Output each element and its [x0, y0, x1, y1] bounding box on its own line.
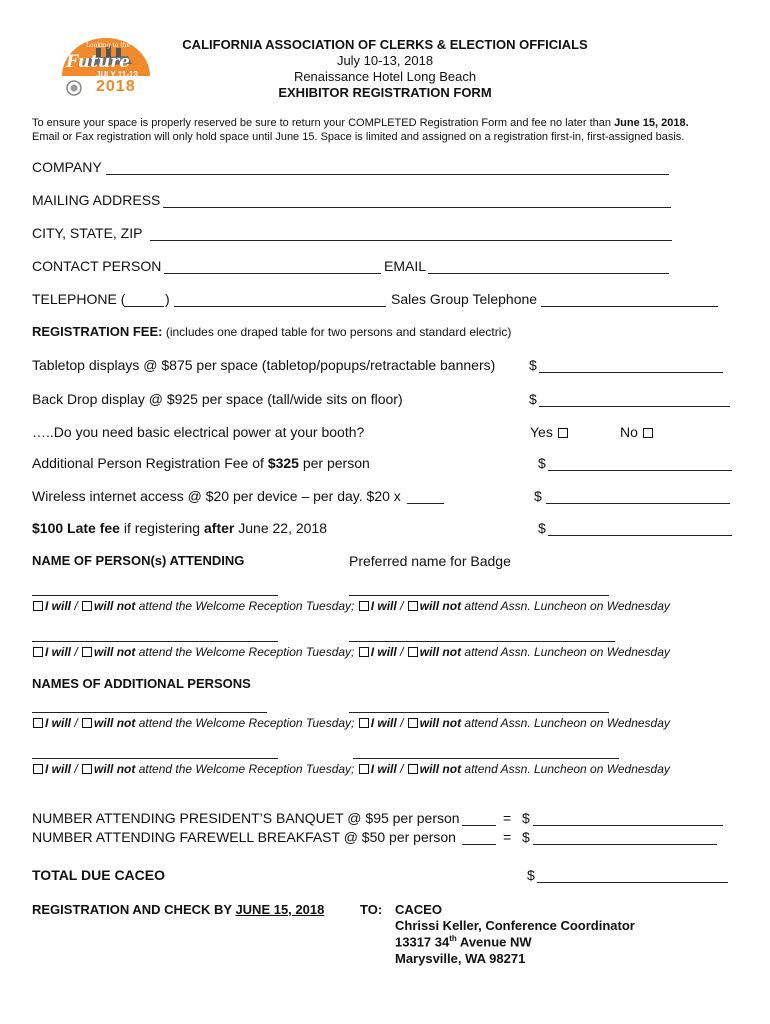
total-input[interactable]: [539, 867, 726, 881]
banquet-total-line: [533, 825, 723, 826]
backdrop-dollar: $: [529, 391, 537, 407]
additional-fee-label: [32, 455, 370, 471]
tabletop-input[interactable]: [541, 357, 721, 371]
additional-fee-amount: $325: [267, 455, 299, 471]
welcome-reception-text: attend the Welcome Reception Tuesday;: [135, 645, 358, 659]
i-will-text: I will: [370, 716, 397, 730]
intro-line-2: Email or Fax registration will only hold space until June 15. Space is limited and assigned on a registration first-in, first-assigned basis.: [32, 131, 685, 143]
late-fee-mid: if registering: [119, 520, 204, 536]
city-input[interactable]: [152, 225, 669, 239]
attend-checkbox[interactable]: [33, 647, 43, 657]
breakfast-total-line: [533, 844, 717, 845]
intro-deadline: June 15, 2018.: [614, 117, 689, 129]
form-title: EXHIBITOR REGISTRATION FORM: [278, 85, 492, 100]
badge-name-input[interactable]: [355, 743, 617, 757]
attendee-name-input[interactable]: [34, 697, 265, 711]
additional-fee-dollar: $: [538, 455, 546, 471]
rsvp-row: [32, 716, 670, 730]
sales-phone-line: [541, 306, 718, 307]
welcome-reception-text: attend the Welcome Reception Tuesday;: [135, 716, 358, 730]
slash: /: [396, 762, 407, 776]
wireless-label: Wireless internet access @ $20 per device – per day. $20 x: [32, 488, 401, 504]
yes-checkbox[interactable]: [558, 428, 568, 438]
i-will-text: I will: [370, 645, 397, 659]
rsvp-row: [32, 645, 670, 659]
mailing-label: MAILING ADDRESS: [32, 192, 161, 208]
breakfast-dollar: $: [522, 829, 530, 845]
late-fee-label: [32, 520, 327, 536]
remit-deadline: JUNE 15, 2018: [235, 902, 325, 917]
will-not-text: will not: [419, 645, 462, 659]
tabletop-line: [539, 372, 723, 373]
attendee-name-line: [32, 712, 267, 713]
wireless-dollar: $: [534, 488, 542, 504]
luncheon-text: attend Assn. Luncheon on Wednesday: [461, 762, 670, 776]
street-number: 13317 34: [395, 934, 450, 950]
attend-checkbox[interactable]: [33, 718, 43, 728]
remit-to: TO:: [360, 902, 383, 917]
decline-checkbox[interactable]: [408, 764, 418, 774]
decline-checkbox[interactable]: [408, 601, 418, 611]
welcome-reception-text: attend the Welcome Reception Tuesday;: [135, 762, 358, 776]
attend-checkbox[interactable]: [359, 601, 369, 611]
late-fee-line: [548, 535, 732, 536]
org-name: CALIFORNIA ASSOCIATION OF CLERKS & ELECTION OFFICIALS: [182, 37, 588, 52]
power-yes[interactable]: [530, 424, 570, 440]
tabletop-dollar: $: [529, 357, 537, 373]
decline-checkbox[interactable]: [408, 718, 418, 728]
will-not-text: will not: [94, 762, 136, 776]
slash: /: [396, 645, 407, 659]
banquet-qty-input[interactable]: [463, 810, 495, 824]
slash: /: [71, 599, 82, 613]
will-not-text: will not: [94, 716, 136, 730]
decline-checkbox[interactable]: [82, 601, 92, 611]
telephone-close: ): [165, 291, 170, 307]
attend-checkbox[interactable]: [359, 718, 369, 728]
mailing-line: [163, 207, 671, 208]
i-will-text: I will: [45, 599, 72, 613]
badge-name-line: [349, 641, 615, 642]
attend-checkbox[interactable]: [359, 764, 369, 774]
attend-checkbox[interactable]: [33, 764, 43, 774]
company-input[interactable]: [108, 159, 666, 173]
fee-heading: [32, 324, 511, 339]
banquet-qty-line: [462, 825, 496, 826]
conference-venue: Renaissance Hotel Long Beach: [293, 69, 477, 84]
contact-label: CONTACT PERSON: [32, 258, 162, 274]
remit-street: [395, 934, 532, 949]
attendee-name-line: [32, 595, 278, 596]
attendee-name-line: [32, 641, 278, 642]
total-label: TOTAL DUE CACEO: [32, 867, 166, 883]
email-input[interactable]: [430, 258, 666, 272]
telephone-input[interactable]: [176, 291, 383, 305]
email-line: [428, 273, 669, 274]
decline-checkbox[interactable]: [82, 718, 92, 728]
company-line: [106, 174, 669, 175]
badge-name-input[interactable]: [351, 626, 613, 640]
wireless-input[interactable]: [548, 488, 728, 502]
no-checkbox[interactable]: [643, 428, 653, 438]
will-not-text: will not: [419, 716, 462, 730]
fee-heading-label: REGISTRATION FEE:: [32, 324, 163, 339]
rsvp-row: [32, 599, 670, 613]
contact-input[interactable]: [166, 258, 378, 272]
i-will-text: I will: [45, 716, 72, 730]
sales-phone-input[interactable]: [543, 291, 715, 305]
tabletop-label: Tabletop displays @ $875 per space (tabletop/popups/retractable banners): [32, 357, 496, 373]
late-fee-input[interactable]: [550, 520, 730, 534]
slash: /: [396, 716, 407, 730]
power-question: …..Do you need basic electrical power at your booth?: [32, 424, 365, 440]
decline-checkbox[interactable]: [82, 764, 92, 774]
logo-small-text: Looking to the: [86, 42, 131, 49]
slash: /: [71, 762, 82, 776]
attend-checkbox[interactable]: [359, 647, 369, 657]
banquet-total-input[interactable]: [535, 810, 721, 824]
attendee-name-input[interactable]: [34, 743, 276, 757]
conference-dates: July 10-13, 2018: [336, 53, 434, 68]
area-code-line: [125, 306, 164, 307]
breakfast-eq: =: [503, 829, 512, 845]
wireless-qty-line: [407, 503, 444, 504]
backdrop-input[interactable]: [541, 391, 728, 405]
attendee-name-line: [32, 758, 278, 759]
attend-checkbox[interactable]: [33, 601, 43, 611]
intro-line-1: [32, 117, 689, 129]
breakfast-total-input[interactable]: [535, 829, 715, 843]
fee-heading-note: (includes one draped table for two persons and standard electric): [162, 325, 512, 339]
total-line: [537, 882, 728, 883]
slash: /: [71, 645, 82, 659]
additional-persons-heading: NAMES OF ADDITIONAL PERSONS: [32, 676, 251, 691]
badge-heading: Preferred name for Badge: [349, 553, 511, 569]
backdrop-label: Back Drop display @ $925 per space (tall/wide sits on floor): [32, 391, 403, 407]
email-label: EMAIL: [384, 258, 427, 274]
breakfast-label: NUMBER ATTENDING FAREWELL BREAKFAST @ $50 per person: [32, 829, 456, 845]
late-fee-dollar: $: [538, 520, 546, 536]
remit-text: REGISTRATION AND CHECK BY: [32, 902, 236, 917]
street-name: Avenue NW: [456, 934, 532, 950]
city-label: CITY, STATE, ZIP: [32, 225, 143, 241]
total-dollar: $: [527, 867, 535, 883]
intro-text: To ensure your space is properly reserved be sure to return your COMPLETED Registration Form and fee no later than: [32, 117, 615, 129]
remit-label: [32, 902, 324, 917]
late-fee-date: June 22, 2018: [234, 520, 327, 536]
no-label: No: [620, 424, 638, 440]
additional-fee-input[interactable]: [550, 455, 730, 469]
remit-coordinator: Chrissi Keller, Conference Coordinator: [395, 918, 635, 933]
luncheon-text: attend Assn. Luncheon on Wednesday: [461, 645, 670, 659]
decline-checkbox[interactable]: [408, 647, 418, 657]
remit-city: Marysville, WA 98271: [395, 951, 526, 966]
badge-name-line: [349, 595, 609, 596]
welcome-reception-text: attend the Welcome Reception Tuesday;: [135, 599, 358, 613]
attendee-name-input[interactable]: [34, 626, 276, 640]
additional-fee-line: [548, 470, 732, 471]
attendee-name-input[interactable]: [34, 580, 276, 594]
banquet-label: NUMBER ATTENDING PRESIDENT’S BANQUET @ $95 per person: [32, 810, 460, 826]
contact-line: [164, 273, 381, 274]
conference-logo: [56, 36, 156, 98]
late-fee-after: after: [204, 520, 235, 536]
company-label: COMPANY: [32, 159, 102, 175]
backdrop-line: [539, 406, 730, 407]
i-will-text: I will: [45, 645, 72, 659]
logo-dates: JULY 11-13: [96, 70, 138, 79]
luncheon-text: attend Assn. Luncheon on Wednesday: [461, 599, 670, 613]
breakfast-qty-line: [462, 844, 496, 845]
badge-name-line: [349, 712, 609, 713]
decline-checkbox[interactable]: [82, 647, 92, 657]
sales-phone-label: Sales Group Telephone: [391, 291, 538, 307]
additional-fee-unit: per person: [298, 455, 370, 471]
badge-name-input[interactable]: [351, 580, 607, 594]
logo-script-text: Future: [66, 52, 131, 72]
i-will-text: I will: [45, 762, 72, 776]
logo-year: 2018: [96, 78, 136, 95]
yes-label: Yes: [530, 424, 553, 440]
luncheon-text: attend Assn. Luncheon on Wednesday: [461, 716, 670, 730]
banquet-eq: =: [503, 810, 512, 826]
slash: /: [396, 599, 407, 613]
additional-fee-text: Additional Person Registration Fee of: [32, 455, 268, 471]
mailing-input[interactable]: [165, 192, 668, 206]
street-suffix: th: [449, 934, 457, 943]
power-no[interactable]: [620, 424, 655, 440]
attending-heading: NAME OF PERSON(s) ATTENDING: [32, 553, 245, 568]
will-not-text: will not: [94, 599, 136, 613]
remit-org: CACEO: [395, 902, 442, 917]
badge-name-line: [353, 758, 619, 759]
telephone-label: TELEPHONE (: [32, 291, 126, 307]
i-will-text: I will: [370, 599, 397, 613]
breakfast-qty-input[interactable]: [463, 829, 495, 843]
area-code-input[interactable]: [126, 291, 162, 305]
rsvp-row: [32, 762, 670, 776]
will-not-text: will not: [419, 599, 462, 613]
city-line: [150, 240, 672, 241]
badge-name-input[interactable]: [351, 697, 607, 711]
slash: /: [71, 716, 82, 730]
will-not-text: will not: [94, 645, 136, 659]
i-will-text: I will: [370, 762, 397, 776]
wireless-qty-input[interactable]: [408, 488, 443, 502]
banquet-dollar: $: [522, 810, 530, 826]
wireless-line: [546, 503, 730, 504]
will-not-text: will not: [419, 762, 462, 776]
telephone-line: [174, 306, 386, 307]
late-fee-amount: $100 Late fee: [32, 520, 120, 536]
